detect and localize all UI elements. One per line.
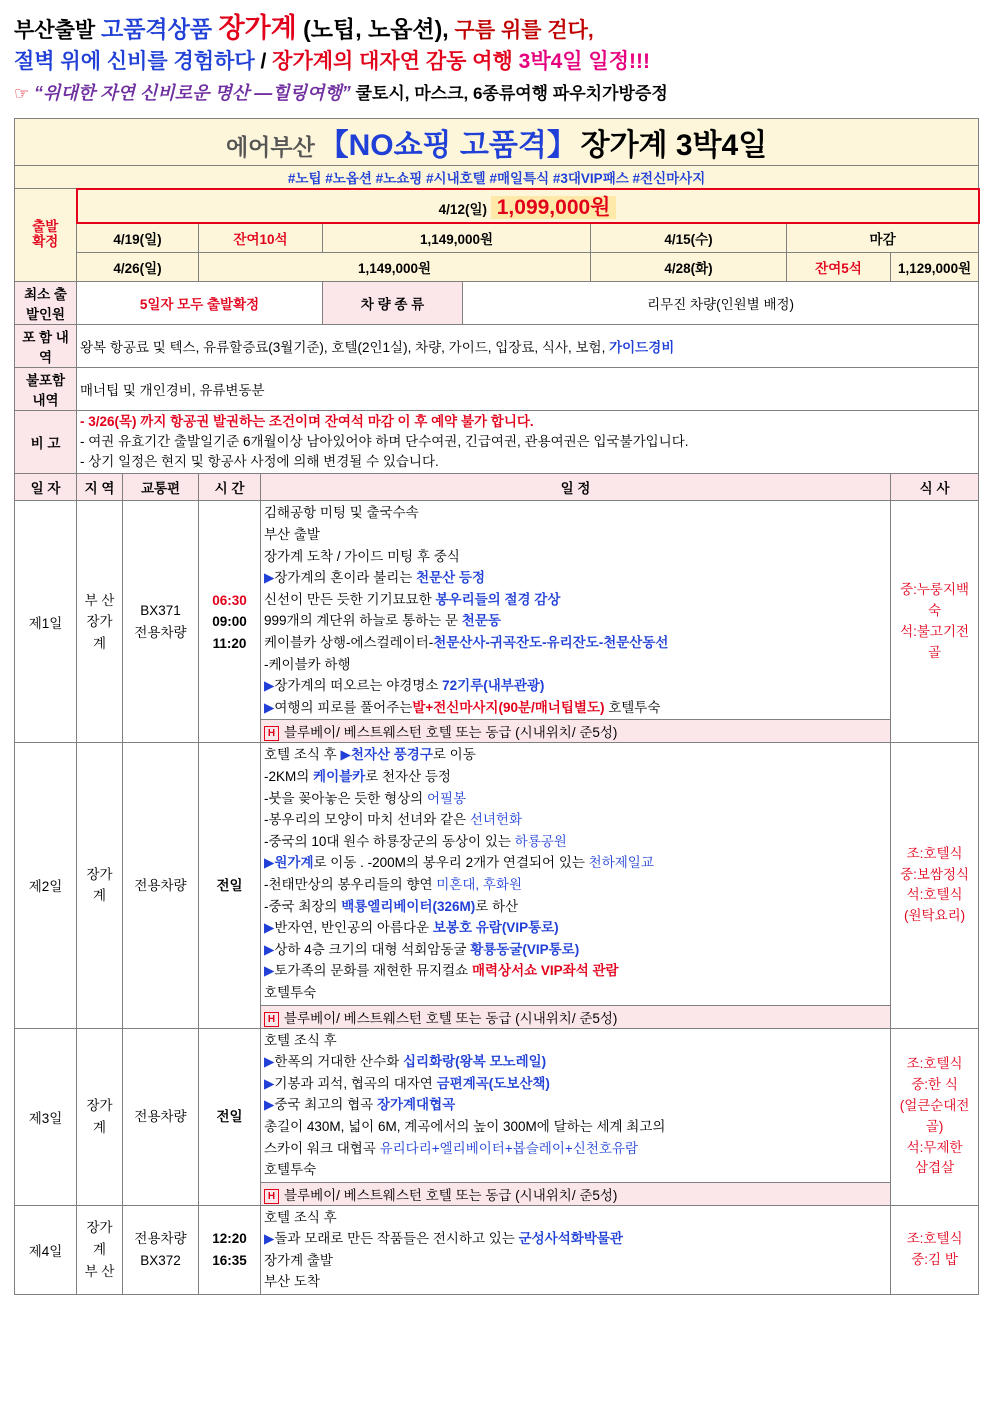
dep1-price: 1,149,000원 [323,223,591,253]
schedule-line [264,1094,887,1116]
product-name: 장가계 3박4일 [580,128,768,162]
hotel-icon: H [264,1012,279,1027]
schedule-text: 총길이 430M, 넓이 6M, 계곡에서의 높이 300M에 달하는 세계 최고의 [264,1118,666,1134]
schedule-line [264,654,887,676]
day-region [77,1028,123,1205]
schedule-text: -천태만상의 봉우리들의 향연 [264,876,437,892]
min-persons-label: 최소 출발인원 [15,281,77,324]
headline-line-1 [14,10,978,46]
schedule-text: ▶ [264,678,275,694]
headline-segment: 절벽 위에 신비를 경험하다 [14,50,255,74]
hotel-icon: H [264,1189,279,1204]
schedule-text: 천자산 풍경구 [350,747,433,763]
schedule-line [264,1051,887,1073]
hotel-info [261,1182,891,1205]
schedule-text: -중국의 10대 원수 하룡장군의 동상이 있는 [264,833,515,849]
headline-segment: 장가계의 대자연 감동 여행 [272,50,513,74]
day-transport [123,501,199,743]
schedule-text: -붓을 꽂아놓은 듯한 형상의 [264,790,427,806]
schedule-text: ▶ [264,855,275,871]
schedule-line [264,567,887,589]
schedule-text: 로 이동 . -200M의 봉우리 2개가 연결되어 있는 [313,855,589,871]
transport-item: 전용차량 [134,877,187,893]
time-item: 16:35 [212,1252,247,1268]
schedule-text: 보봉호 유람(VIP통로) [432,920,559,936]
region-item: 장가계 [86,1220,113,1258]
schedule-text: 토가족의 문화를 재현한 뮤지컬쇼 [274,963,472,979]
schedule-text: 신선이 만든 듯한 기기묘묘한 [264,591,436,607]
dep2b-seats: 잔여5석 [787,252,891,281]
schedule-text: -2KM의 [264,769,314,784]
schedule-text: 천문산사-귀곡잔도-유리잔도-천문산동선 [433,635,669,651]
schedule-text: 천문동 [461,613,501,629]
schedule-text: 로 천자산 등정 [365,769,451,784]
schedule-text: 하룡공원 [514,833,567,849]
schedule-line [264,610,887,632]
schedule-line [264,874,887,896]
schedule-line [264,1250,887,1272]
dep2-price: 1,149,000원 [199,252,591,281]
featured-price: 1,099,000원 [491,196,617,219]
day-schedule [261,1205,891,1294]
meal-item: 석:무제한 [906,1139,963,1155]
schedule-text: -봉우리의 모양이 마치 선녀와 같은 [264,812,470,828]
dep1b-date: 4/15(수) [591,223,787,253]
schedule-line [264,982,887,1004]
day-time [199,501,261,743]
no-shopping-badge: 【NO쇼핑 고품격】 [318,128,577,162]
schedule-text: ▶ [340,747,351,763]
schedule-text: -중국 최장의 [264,898,342,914]
time-item: 전일 [216,877,243,893]
schedule-line [264,1228,887,1250]
transport-item: 전용차량 [134,1108,187,1124]
schedule-text: ▶ [264,920,275,936]
schedule-text: 한폭의 거대한 산수화 [274,1054,404,1070]
featured-departure-row [77,189,979,223]
schedule-text: 황룡동굴(VIP통로) [470,941,580,957]
product-title-cell [15,118,979,165]
schedule-text: ▶ [264,570,275,586]
schedule-text: 군성사석화박물관 [518,1231,623,1247]
schedule-text: 장가계 도착 / 가이드 미팅 후 중식 [264,548,460,564]
day-meals [891,1028,979,1205]
schedule-text: 십리화랑(왕복 모노레일) [403,1054,547,1070]
day-meals [891,1205,979,1294]
schedule-text: 장가계대협곡 [376,1097,456,1113]
dep2b-date: 4/28(화) [591,252,787,281]
schedule-text: ▶ [264,1097,275,1113]
hotel-info [261,720,891,743]
schedule-text: 상하 4층 크기의 대형 석회암동굴 [274,941,471,957]
airline-name: 에어부산 [225,133,315,160]
schedule-line [264,1073,887,1095]
schedule-text: 호텔 조식 후 [264,1032,337,1048]
time-item: 09:00 [212,614,247,630]
schedule-text: 선녀헌화 [469,812,522,828]
schedule-text: 호텔 조식 후 [264,747,341,763]
day-number: 제3일 [15,1028,77,1205]
col-schedule: 일 정 [261,474,891,501]
headline-segment: 장가계 [218,13,297,43]
meal-item: 숙 [928,603,942,619]
schedule-line [264,917,887,939]
schedule-line [264,675,887,697]
region-item: 장가계 [86,1098,113,1135]
schedule-line [264,1271,887,1293]
schedule-text: 천문산 등정 [416,570,486,586]
schedule-text: 반자연, 반인공의 아름다운 [274,920,433,936]
schedule-text: 호텔 조식 후 [264,1209,337,1225]
day-time [199,1028,261,1205]
col-date: 일 자 [15,474,77,501]
schedule-text: 돌과 모래로 만든 작품들은 전시하고 있는 [274,1231,519,1247]
schedule-day-row [15,1028,979,1182]
schedule-line [264,1159,887,1181]
day-meals [891,501,979,743]
schedule-line [264,831,887,853]
meal-item: (얼큰순대전 [899,1097,970,1113]
schedule-text: 스카이 워크 대협곡 [264,1140,380,1156]
schedule-line [264,632,887,654]
transport-item: 전용차량 [134,624,187,640]
headline-block [14,10,978,106]
headline-line-3 [14,81,978,106]
day-number: 제1일 [15,501,77,743]
schedule-line [264,788,887,810]
hashtag-line: #노팁 #노옵션 #노쇼핑 #시내호텔 #매일특식 #3대VIP패스 #전신마사지 [15,165,979,189]
headline-line-2 [14,48,978,76]
schedule-text: 호텔투숙 [264,984,317,1000]
schedule-line [264,524,887,546]
region-item: 부 산 [84,1263,115,1279]
day-region [77,743,123,1028]
time-item: 12:20 [212,1231,247,1247]
schedule-text: 김해공항 미팅 및 출국수속 [264,505,419,521]
schedule-text: 금편계곡(도보산책) [436,1075,550,1091]
transport-item: BX371 [140,603,181,619]
meal-item: 조:호텔식 [906,845,963,861]
schedule-text: ▶ [264,1231,275,1247]
schedule-text: 로 하산 [475,898,519,914]
note-line-2: - 여권 유효기간 출발일기준 6개월이상 남아있어야 하며 단수여권, 긴급여권, 관용여권은 입국불가입니다. [80,433,689,449]
note-line-3: - 상기 일정은 현지 및 항공사 사정에 의해 변경될 수 있습니다. [80,454,439,470]
included-value: 왕복 항공료 및 텍스, 유류할증료(3월기준), 호텔(2인1실), 차량, 가이드, 입장료, 식사, 보험, 가이드경비 [77,324,979,367]
schedule-line [264,766,887,788]
schedule-text: 로 이동 [432,747,476,763]
schedule-text: 원가계 [274,855,314,871]
day-schedule [261,1028,891,1182]
day-transport [123,743,199,1028]
schedule-day-row [15,1205,979,1294]
day-meals [891,743,979,1028]
departure-row-2 [15,252,979,281]
meal-item: 골 [928,644,942,660]
time-item: 전일 [216,1108,243,1124]
schedule-text: ▶ [264,941,275,957]
headline-segment: “위대한 자연 신비로운 명산 —힐링여행” [33,82,351,103]
schedule-text: 미혼대, 후화원 [436,876,522,892]
region-item: 장가계 [86,614,113,651]
departure-row-1 [15,223,979,253]
schedule-text: 호텔투숙 [264,1162,317,1178]
schedule-line [264,1207,887,1229]
schedule-text: 중국 최고의 협곡 [274,1097,377,1113]
schedule-text: 봉우리들의 절경 감상 [435,591,561,607]
hotel-name: 블루베이/ 베스트웨스턴 호텔 또는 동급 (시내위치/ 준5성) [284,725,618,741]
dep2b-price: 1,129,000원 [891,252,979,281]
schedule-text: 백룡엘리베이터(326M) [341,898,476,914]
hotel-name: 블루베이/ 베스트웨스턴 호텔 또는 동급 (시내위치/ 준5성) [284,1010,618,1026]
schedule-text: 장가계의 혼이라 불리는 [274,570,417,586]
hotel-icon: H [264,726,279,741]
meal-item: 석:호텔식 [906,887,963,903]
day-number: 제2일 [15,743,77,1028]
schedule-text: 어필봉 [426,790,467,806]
time-item: 11:20 [212,635,247,651]
schedule-text: 장가계 출발 [264,1252,333,1268]
notes-label: 비 고 [15,410,77,474]
day-time [199,743,261,1028]
time-item: 06:30 [212,592,247,608]
min-persons-value: 5일자 모두 출발확정 [77,281,323,324]
dep1-seats: 잔여10석 [199,223,323,253]
schedule-text: ▶ [264,1054,275,1070]
meal-item: 중:김 밥 [911,1251,958,1267]
meal-item: 중:보쌈정식 [900,866,970,882]
schedule-day-row [15,743,979,1005]
excluded-value: 매너팁 및 개인경비, 유류변동분 [77,367,979,410]
col-region: 지 역 [77,474,123,501]
schedule-line [264,744,887,766]
headline-segment: 쿨토시, 마스크, 6종류여행 파우치가방증정 [350,83,668,103]
meal-item: 조:호텔식 [906,1230,963,1246]
note-line-1: - 3/26(목) 까지 항공권 발권하는 조건이며 잔여석 마감 이 후 예약 불가 합니다. [80,413,534,429]
dep2-date: 4/26(일) [77,252,199,281]
meal-item: 석:불고기전 [900,623,970,639]
schedule-text: 72기루(내부관광) [442,678,545,694]
schedule-line [264,697,887,719]
schedule-text: 발+전신마사지(90분/매너팁별도) [412,699,605,715]
meal-item: 중:한 식 [911,1076,958,1092]
meal-item: 골) [925,1118,944,1134]
schedule-line [264,809,887,831]
schedule-text: 장가계의 떠오르는 야경명소 [274,678,443,694]
schedule-day-row [15,501,979,720]
notes-value [77,410,979,474]
col-time: 시 간 [199,474,261,501]
schedule-text: ▶ [264,963,275,979]
schedule-text: 부산 출발 [264,527,320,543]
day-region [77,1205,123,1294]
day-region [77,501,123,743]
schedule-line [264,960,887,982]
headline-segment: 구름 위를 걷다, [448,19,594,42]
transport-item: 전용차량 [134,1231,187,1247]
schedule-text: ▶ [264,699,275,715]
featured-date: 4/12(일) [438,201,487,217]
car-type-label: 차 량 종 류 [323,281,463,324]
schedule-line [264,502,887,524]
schedule-text: 매력상서쇼 VIP좌석 관람 [471,963,619,979]
schedule-line [264,1116,887,1138]
col-transport: 교통편 [123,474,199,501]
headline-segment: 3박4일 일정!!! [512,50,650,74]
schedule-line [264,1030,887,1052]
schedule-text: 호텔투숙 [604,699,661,715]
schedule-text: -케이블카 하행 [264,656,351,672]
headline-segment: 고품격상품 [100,16,219,42]
excluded-label: 불포함 내역 [15,367,77,410]
col-meal: 식 사 [891,474,979,501]
schedule-line [264,1138,887,1160]
headline-segment: / [254,50,273,74]
schedule-header-row [15,474,979,501]
itinerary-table [14,118,980,1295]
schedule-text: 케이블카 [313,769,366,784]
schedule-line [264,589,887,611]
schedule-line [264,896,887,918]
headline-segment: 부산출발 [14,19,101,42]
schedule-text: 여행의 피로를 풀어주는 [274,699,413,715]
schedule-text: 케이블카 상행-에스컬레이터- [264,635,434,651]
meal-item: 중:누룽지백 [900,582,970,598]
schedule-line [264,852,887,874]
dep1b-status: 마감 [787,223,979,253]
region-item: 부 산 [84,592,115,608]
car-type-value: 리무진 차량(인원별 배정) [463,281,979,324]
included-label: 포 함 내 역 [15,324,77,367]
schedule-text: 천하제일교 [588,855,654,871]
hotel-name: 블루베이/ 베스트웨스턴 호텔 또는 동급 (시내위치/ 준5성) [284,1187,618,1203]
day-transport [123,1028,199,1205]
schedule-line [264,546,887,568]
day-time [199,1205,261,1294]
meal-item: 삼겹살 [915,1160,955,1176]
schedule-text: 999개의 계단위 하늘로 통하는 문 [264,613,462,629]
schedule-text: 부산 도착 [264,1274,320,1290]
day-number: 제4일 [15,1205,77,1294]
region-item: 장가계 [86,866,113,904]
meal-item: (원탁요리) [904,908,966,924]
schedule-line [264,939,887,961]
day-transport [123,1205,199,1294]
hotel-info [261,1005,891,1028]
schedule-text: 유리다리+엘리베이터+봅슬레이+신천호유람 [379,1140,638,1156]
schedule-text: 기봉과 괴석, 협곡의 대자연 [274,1075,437,1091]
schedule-text: ▶ [264,1075,275,1091]
meal-item: 조:호텔식 [906,1055,963,1071]
dep1-date: 4/19(일) [77,223,199,253]
transport-item: BX372 [140,1252,181,1268]
day-schedule [261,501,891,720]
headline-segment: (노팁, 노옵션), [296,16,449,42]
day-schedule [261,743,891,1005]
departure-confirmed-label: 출발 확정 [15,189,77,282]
pointing-hand-icon: ☞ [14,83,30,103]
